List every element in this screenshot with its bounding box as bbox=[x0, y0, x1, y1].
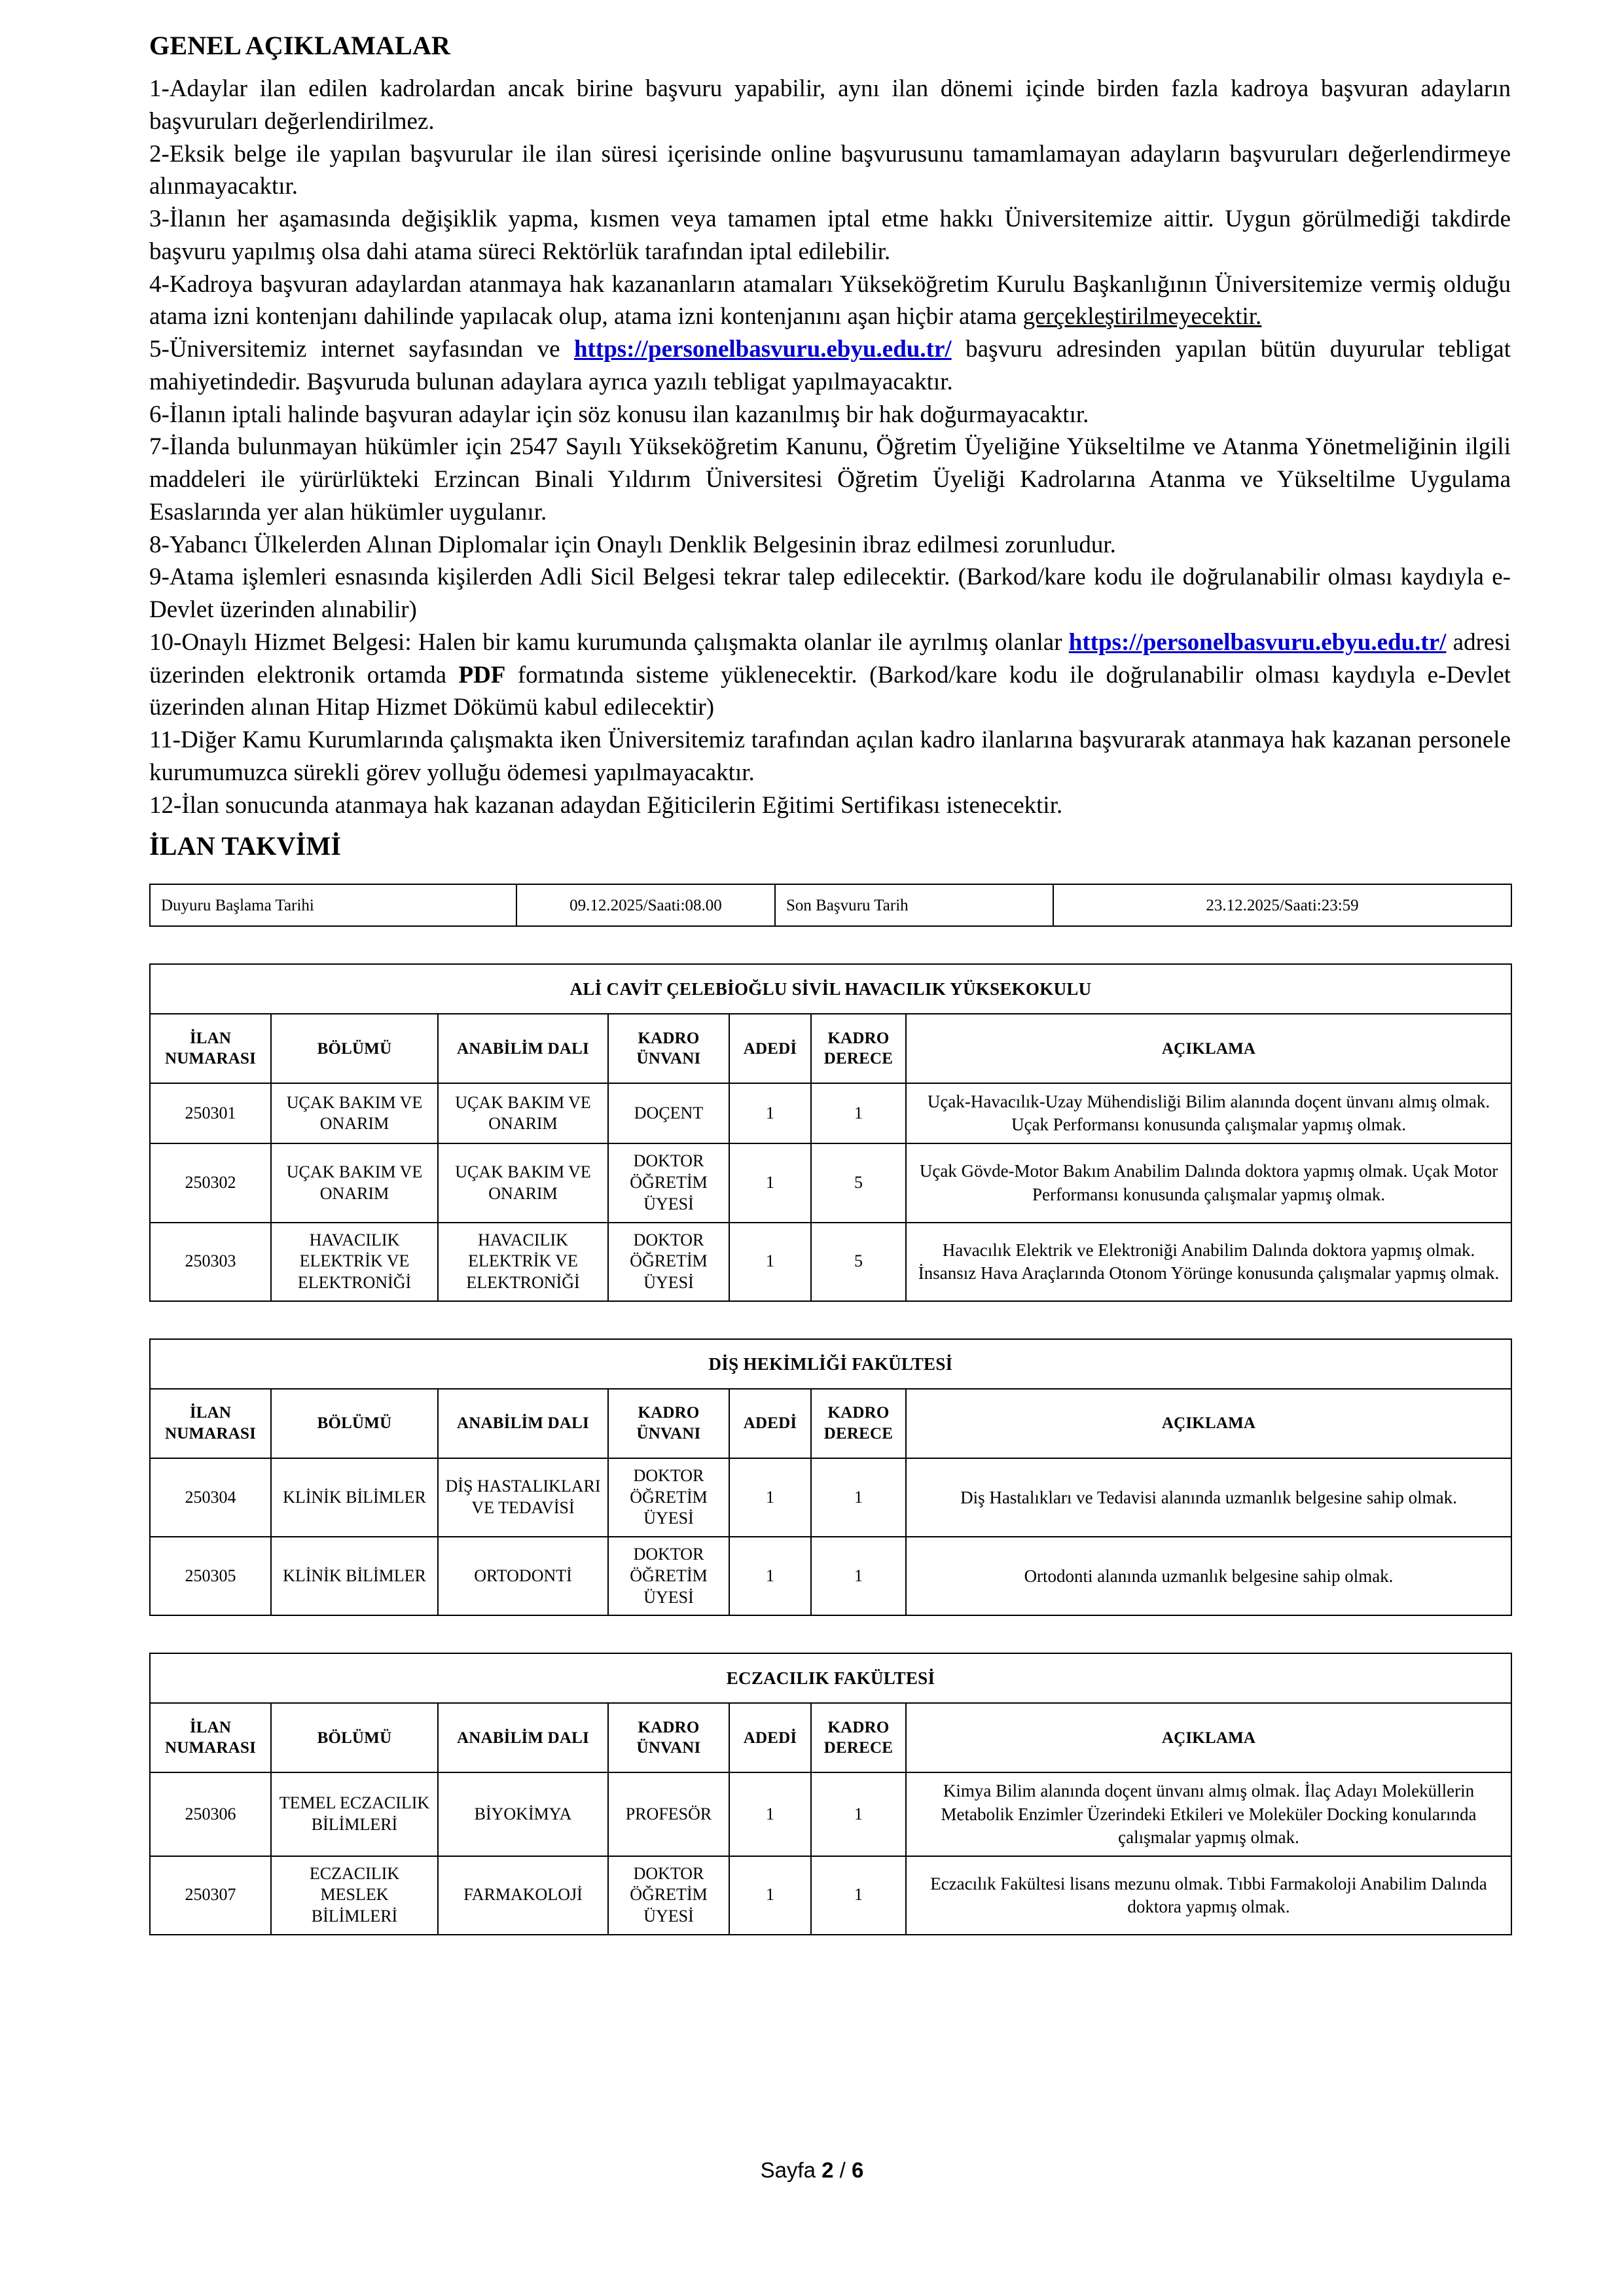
cell-adet: 1 bbox=[729, 1537, 811, 1615]
header-adedi: ADEDİ bbox=[729, 1703, 811, 1772]
cell-unvan: DOKTOR ÖĞRETİM ÜYESİ bbox=[608, 1143, 729, 1222]
general-note-1: 1-Adaylar ilan edilen kadrolardan ancak birine başvuru yapabilir, aynı ilan dönemi içinde birden fazla kadroya başvuran adayların başvuruları değerlendirilmez. bbox=[149, 75, 1511, 135]
cell-bolum: TEMEL ECZACILIK BİLİMLERİ bbox=[271, 1772, 438, 1856]
header-kadro-derece: KADRO DERECE bbox=[811, 1703, 906, 1772]
calendar-end-value: 23.12.2025/Saati:23:59 bbox=[1053, 884, 1511, 926]
table-row bbox=[150, 1537, 1511, 1615]
footer-separator: / bbox=[833, 2158, 852, 2182]
general-note-5-prefix: 5-Üniversitemiz internet sayfasından ve bbox=[149, 336, 574, 363]
general-note-7: 7-İlanda bulunmayan hükümler için 2547 Sayılı Yükseköğretim Kanunu, Öğretim Üyeliğine Yükseltilme ve Atanma Yönetmeliğinin ilgili maddeleri ile yürürlükteki Erzincan Binali Yıldırım Üniversitesi Öğretim Üyeliği Kadrolarına Atanma ve Yükseltilme Uygulama Esaslarında yer alan hükümler uygulanır. bbox=[149, 433, 1511, 526]
cell-derece: 1 bbox=[811, 1537, 906, 1615]
cell-anabilim: UÇAK BAKIM VE ONARIM bbox=[438, 1083, 608, 1143]
header-ilan-numarasi: İLAN NUMARASI bbox=[150, 1703, 271, 1772]
general-note-4-underlined: gerçekleştirilmeyecektir. bbox=[1022, 303, 1262, 331]
cell-aciklama: Havacılık Elektrik ve Elektroniği Anabilim Dalında doktora yapmış olmak. İnsansız Hava Araçlarında Otonom Yörünge konusunda çalışmalar yapmış olmak. bbox=[906, 1223, 1511, 1301]
table-row bbox=[150, 1458, 1511, 1537]
general-note-10-suffix: formatında sisteme yüklenecektir. (Barkod/kare kodu ile doğrulanabilir olması kaydıyla e-Devlet üzerinden alınan Hitap Hizmet Dökümü kabul edilecektir) bbox=[149, 661, 1511, 721]
general-note-5 bbox=[149, 333, 1511, 399]
footer-current-page: 2 bbox=[821, 2158, 834, 2182]
faculty-title: ECZACILIK FAKÜLTESİ bbox=[150, 1653, 1511, 1703]
general-note-3: 3-İlanın her aşamasında değişiklik yapma, kısmen veya tamamen iptal etme hakkı Üniversitemize aittir. Uygun görülmediği takdirde başvuru yapılmış olsa dahi atama süreci Rektörlük tarafından iptal edilebilir. bbox=[149, 206, 1511, 265]
table-row bbox=[150, 1143, 1511, 1222]
header-ilan-numarasi: İLAN NUMARASI bbox=[150, 1014, 271, 1083]
calendar-start-value: 09.12.2025/Saati:08.00 bbox=[516, 884, 775, 926]
table-row bbox=[150, 1223, 1511, 1301]
cell-bolum: KLİNİK BİLİMLER bbox=[271, 1458, 438, 1537]
cell-bolum: UÇAK BAKIM VE ONARIM bbox=[271, 1143, 438, 1222]
general-note-9: 9-Atama işlemleri esnasında kişilerden Adli Sicil Belgesi tekrar talep edilecektir. (Barkod/kare kodu ile doğrulanabilir olması kaydıyla e-Devlet üzerinden alınabilir) bbox=[149, 564, 1511, 623]
column-header-row bbox=[150, 1389, 1511, 1458]
header-bolumu: BÖLÜMÜ bbox=[271, 1389, 438, 1458]
faculty-title: DİŞ HEKİMLİĞİ FAKÜLTESİ bbox=[150, 1339, 1511, 1389]
cell-adet: 1 bbox=[729, 1143, 811, 1222]
header-kadro-derece: KADRO DERECE bbox=[811, 1014, 906, 1083]
faculty-title-row bbox=[150, 1339, 1511, 1389]
cell-derece: 5 bbox=[811, 1143, 906, 1222]
header-kadro-derece: KADRO DERECE bbox=[811, 1389, 906, 1458]
header-anabilim-dali: ANABİLİM DALI bbox=[438, 1014, 608, 1083]
cell-ilan-no: 250301 bbox=[150, 1083, 271, 1143]
cell-adet: 1 bbox=[729, 1458, 811, 1537]
cell-ilan-no: 250305 bbox=[150, 1537, 271, 1615]
cell-aciklama: Uçak-Havacılık-Uzay Mühendisliği Bilim alanında doçent ünvanı almış olmak. Uçak Performansı konusunda çalışmalar yapmış olmak. bbox=[906, 1083, 1511, 1143]
cell-anabilim: ORTODONTİ bbox=[438, 1537, 608, 1615]
general-note-4-text: 4-Kadroya başvuran adaylardan atanmaya hak kazananların atamaları Yükseköğretim Kurulu Başkanlığının Üniversitemize vermiş olduğu atama izni kontenjanı dahilinde yapılacak olup, atama izni kontenjanını aşan hiçbir atama bbox=[149, 270, 1511, 331]
cell-anabilim: BİYOKİMYA bbox=[438, 1772, 608, 1856]
cell-ilan-no: 250307 bbox=[150, 1856, 271, 1935]
calendar-end-label: Son Başvuru Tarih bbox=[775, 884, 1053, 926]
header-anabilim-dali: ANABİLİM DALI bbox=[438, 1389, 608, 1458]
document-page bbox=[149, 30, 1511, 1935]
table-row bbox=[150, 1083, 1511, 1143]
application-url-link-2[interactable]: https://personelbasvuru.ebyu.edu.tr/ bbox=[1068, 628, 1447, 656]
table-row bbox=[150, 1856, 1511, 1935]
cell-unvan: DOKTOR ÖĞRETİM ÜYESİ bbox=[608, 1223, 729, 1301]
header-bolumu: BÖLÜMÜ bbox=[271, 1014, 438, 1083]
header-anabilim-dali: ANABİLİM DALI bbox=[438, 1703, 608, 1772]
cell-anabilim: UÇAK BAKIM VE ONARIM bbox=[438, 1143, 608, 1222]
header-adedi: ADEDİ bbox=[729, 1014, 811, 1083]
cell-anabilim: DİŞ HASTALIKLARI VE TEDAVİSİ bbox=[438, 1458, 608, 1537]
cell-aciklama: Kimya Bilim alanında doçent ünvanı almış olmak. İlaç Adayı Moleküllerin Metabolik Enzimler Üzerindeki Etkileri ve Moleküler Docking konularında çalışmalar yapmış olmak. bbox=[906, 1772, 1511, 1856]
cell-unvan: PROFESÖR bbox=[608, 1772, 729, 1856]
header-ilan-numarasi: İLAN NUMARASI bbox=[150, 1389, 271, 1458]
general-note-2: 2-Eksik belge ile yapılan başvurular ile ilan süresi içerisinde online başvurusunu tamamlamayan adayların başvuruları değerlendirmeye alınmayacaktır. bbox=[149, 140, 1511, 200]
cell-derece: 1 bbox=[811, 1458, 906, 1537]
cell-adet: 1 bbox=[729, 1083, 811, 1143]
cell-bolum: ECZACILIK MESLEK BİLİMLERİ bbox=[271, 1856, 438, 1935]
cell-unvan: DOÇENT bbox=[608, 1083, 729, 1143]
staff-table-pharmacy bbox=[149, 1653, 1512, 1935]
header-aciklama: AÇIKLAMA bbox=[906, 1389, 1511, 1458]
general-note-6: 6-İlanın iptali halinde başvuran adaylar için söz konusu ilan kazanılmış bir hak doğurmayacaktır. bbox=[149, 401, 1089, 428]
general-note-4 bbox=[149, 268, 1511, 334]
pdf-format-label: PDF bbox=[458, 661, 506, 689]
faculty-title-row bbox=[150, 1653, 1511, 1703]
table-row bbox=[150, 884, 1511, 926]
calendar-heading: İLAN TAKVİMİ bbox=[149, 831, 342, 861]
general-note-10-mid: adresi üzerinden elektronik ortamda bbox=[149, 628, 1511, 689]
cell-derece: 1 bbox=[811, 1083, 906, 1143]
table-row bbox=[150, 1772, 1511, 1856]
cell-unvan: DOKTOR ÖĞRETİM ÜYESİ bbox=[608, 1537, 729, 1615]
faculty-title: ALİ CAVİT ÇELEBİOĞLU SİVİL HAVACILIK YÜKSEKOKULU bbox=[150, 964, 1511, 1014]
cell-derece: 5 bbox=[811, 1223, 906, 1301]
cell-adet: 1 bbox=[729, 1772, 811, 1856]
staff-table-aviation bbox=[149, 963, 1512, 1302]
general-note-11: 11-Diğer Kamu Kurumlarında çalışmakta iken Üniversitemiz tarafından açılan kadro ilanlarına başvurarak atanmaya hak kazanan personele kurumumuzca sürekli görev yolluğu ödemesi yapılmayacaktır. bbox=[149, 726, 1511, 786]
general-note-12: 12-İlan sonucunda atanmaya hak kazanan adaydan Eğiticilerin Eğitimi Sertifikası istenecektir. bbox=[149, 791, 1063, 819]
column-header-row bbox=[150, 1703, 1511, 1772]
cell-ilan-no: 250306 bbox=[150, 1772, 271, 1856]
cell-aciklama: Diş Hastalıkları ve Tedavisi alanında uzmanlık belgesine sahip olmak. bbox=[906, 1458, 1511, 1537]
cell-derece: 1 bbox=[811, 1856, 906, 1935]
general-note-10-prefix: 10-Onaylı Hizmet Belgesi: Halen bir kamu kurumunda çalışmakta olanlar ile ayrılmış olanlar bbox=[149, 628, 1069, 656]
cell-bolum: KLİNİK BİLİMLER bbox=[271, 1537, 438, 1615]
header-adedi: ADEDİ bbox=[729, 1389, 811, 1458]
page-title: GENEL AÇIKLAMALAR bbox=[149, 31, 451, 60]
cell-aciklama: Ortodonti alanında uzmanlık belgesine sahip olmak. bbox=[906, 1537, 1511, 1615]
column-header-row bbox=[150, 1014, 1511, 1083]
cell-adet: 1 bbox=[729, 1856, 811, 1935]
application-url-link-1[interactable]: https://personelbasvuru.ebyu.edu.tr/ bbox=[573, 336, 952, 363]
cell-ilan-no: 250302 bbox=[150, 1143, 271, 1222]
faculty-title-row bbox=[150, 964, 1511, 1014]
page-footer bbox=[0, 2158, 1624, 2183]
cell-anabilim: HAVACILIK ELEKTRİK VE ELEKTRONİĞİ bbox=[438, 1223, 608, 1301]
cell-unvan: DOKTOR ÖĞRETİM ÜYESİ bbox=[608, 1856, 729, 1935]
announcement-calendar-table bbox=[149, 884, 1512, 927]
footer-total-pages: 6 bbox=[852, 2158, 864, 2182]
calendar-start-label: Duyuru Başlama Tarihi bbox=[150, 884, 516, 926]
cell-bolum: UÇAK BAKIM VE ONARIM bbox=[271, 1083, 438, 1143]
cell-ilan-no: 250304 bbox=[150, 1458, 271, 1537]
header-kadro-unvani: KADRO ÜNVANI bbox=[608, 1703, 729, 1772]
general-note-8: 8-Yabancı Ülkelerden Alınan Diplomalar için Onaylı Denklik Belgesinin ibraz edilmesi zorunludur. bbox=[149, 531, 1116, 558]
cell-unvan: DOKTOR ÖĞRETİM ÜYESİ bbox=[608, 1458, 729, 1537]
cell-aciklama: Uçak Gövde-Motor Bakım Anabilim Dalında doktora yapmış olmak. Uçak Motor Performansı konusunda çalışmalar yapmış olmak. bbox=[906, 1143, 1511, 1222]
header-kadro-unvani: KADRO ÜNVANI bbox=[608, 1389, 729, 1458]
header-bolumu: BÖLÜMÜ bbox=[271, 1703, 438, 1772]
header-aciklama: AÇIKLAMA bbox=[906, 1014, 1511, 1083]
header-aciklama: AÇIKLAMA bbox=[906, 1703, 1511, 1772]
general-note-5-suffix: başvuru adresinden yapılan bütün duyurular tebligat mahiyetindedir. Başvuruda bulunan adaylara ayrıca yazılı tebligat yapılmayacaktır. bbox=[149, 336, 1511, 395]
general-note-10 bbox=[149, 626, 1511, 724]
cell-adet: 1 bbox=[729, 1223, 811, 1301]
cell-anabilim: FARMAKOLOJİ bbox=[438, 1856, 608, 1935]
staff-table-dentistry bbox=[149, 1338, 1512, 1617]
cell-aciklama: Eczacılık Fakültesi lisans mezunu olmak. Tıbbi Farmakoloji Anabilim Dalında doktora yapmış olmak. bbox=[906, 1856, 1511, 1935]
cell-derece: 1 bbox=[811, 1772, 906, 1856]
header-kadro-unvani: KADRO ÜNVANI bbox=[608, 1014, 729, 1083]
cell-bolum: HAVACILIK ELEKTRİK VE ELEKTRONİĞİ bbox=[271, 1223, 438, 1301]
cell-ilan-no: 250303 bbox=[150, 1223, 271, 1301]
footer-prefix: Sayfa bbox=[760, 2158, 822, 2182]
